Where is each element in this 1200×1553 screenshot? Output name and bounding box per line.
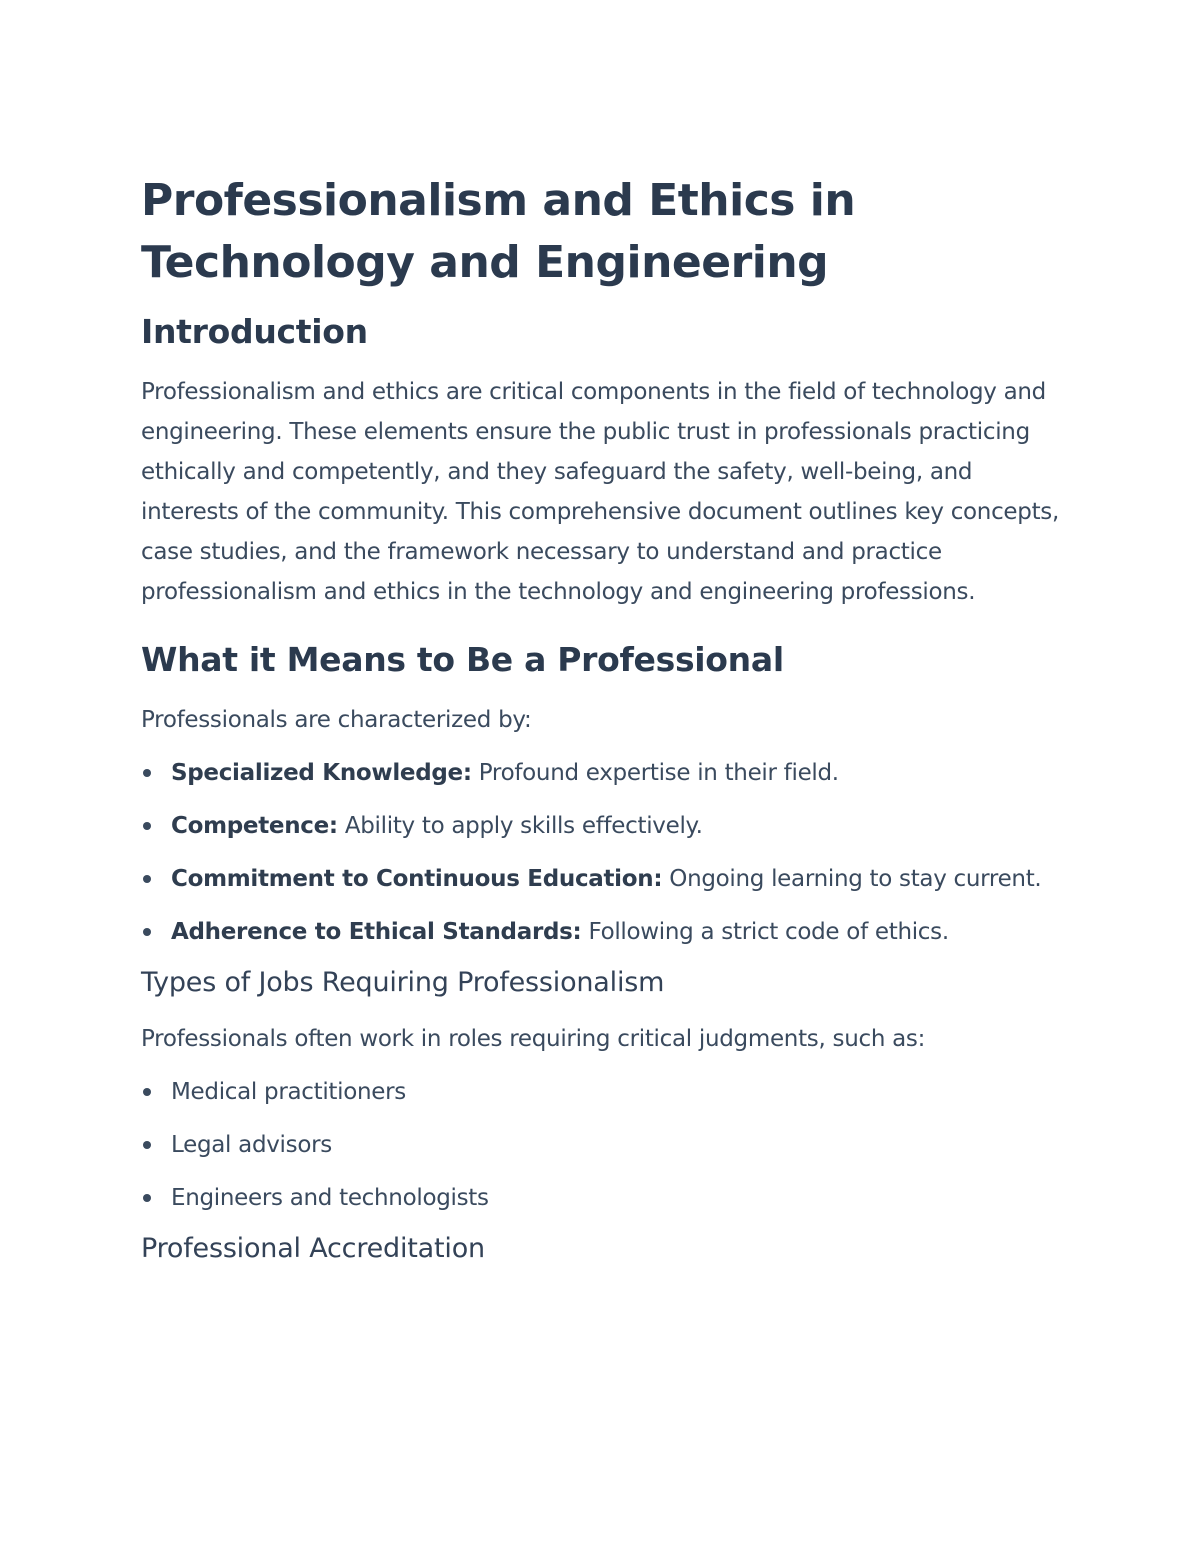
list-item-text: Following a strict code of ethics. [581,919,949,945]
jobs-heading: Types of Jobs Requiring Professionalism [141,967,665,998]
bullet-icon [143,822,151,830]
list-item-term: Competence: [171,813,338,839]
list-item-text: Engineers and technologists [171,1185,489,1211]
bullet-icon [143,769,151,777]
jobs-list [141,1072,1071,1218]
bullet-icon [143,1088,151,1096]
list-item-text: Profound expertise in their field. [471,760,839,786]
list-item-term: Commitment to Continuous Education: [171,866,663,892]
list-item [141,912,1071,952]
document-page [141,170,1071,1267]
list-item-text: Ability to apply skills effectively. [337,813,703,839]
list-item [141,859,1071,899]
accreditation-heading: Professional Accreditation [141,1233,485,1264]
bullet-icon [143,1141,151,1149]
introduction-paragraph: Professionalism and ethics are critical components in the field of technology and engineering. These elements ensure the public trust in professionals practicing ethically and competently, and they safeguard the safety, well-being, and interests of the community. This comprehensive document outlines key concepts, case studies, and the framework necessary to understand and practice professionalism and ethics in the technology and engineering professions. [141,379,1059,605]
document-title: Professionalism and Ethics in Technology and Engineering [141,175,856,288]
professional-traits-list [141,753,1071,952]
list-item [141,1072,1071,1112]
list-item-text: Ongoing learning to stay current. [662,866,1042,892]
jobs-lead-text: Professionals often work in roles requiring critical judgments, such as: [141,1026,926,1052]
professional-heading: What it Means to Be a Professional [141,640,784,679]
introduction-heading: Introduction [141,312,368,351]
list-item [141,1125,1071,1165]
list-item-term: Adherence to Ethical Standards: [171,919,582,945]
list-item-term: Specialized Knowledge: [171,760,472,786]
list-item-text: Medical practitioners [171,1079,406,1105]
bullet-icon [143,1194,151,1202]
professional-lead-text: Professionals are characterized by: [141,707,532,733]
bullet-icon [143,928,151,936]
bullet-icon [143,875,151,883]
list-item-text: Legal advisors [171,1132,332,1158]
list-item [141,806,1071,846]
list-item [141,753,1071,793]
list-item [141,1178,1071,1218]
